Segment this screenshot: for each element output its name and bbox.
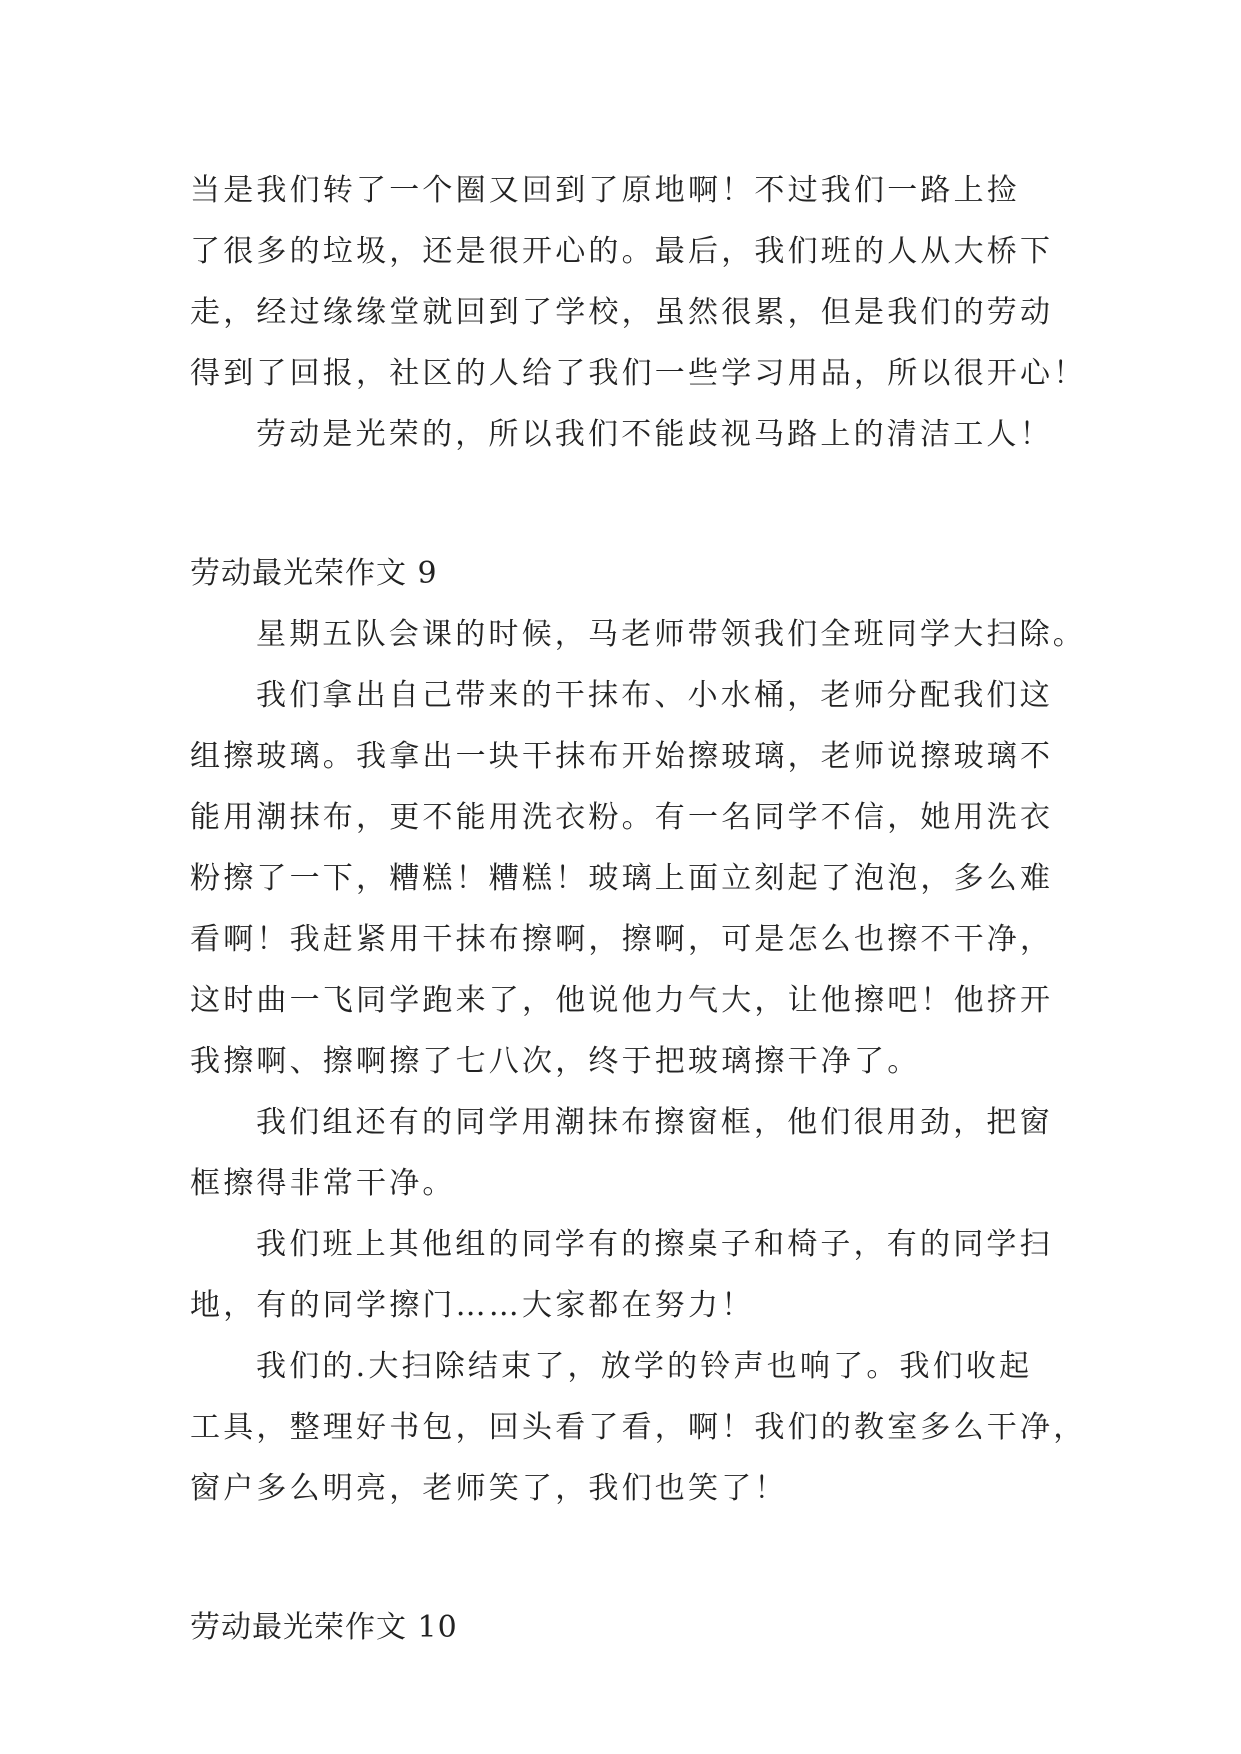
paragraph-line: 得到了回报，社区的人给了我们一些学习用品，所以很开心！ — [190, 356, 1087, 391]
paragraph-line: 组擦玻璃。我拿出一块干抹布开始擦玻璃，老师说擦玻璃不 — [190, 739, 1054, 774]
paragraph-line: 我们组还有的同学用潮抹布擦窗框，他们很用劲，把窗 — [256, 1105, 1053, 1140]
paragraph-line: 看啊！我赶紧用干抹布擦啊，擦啊，可是怎么也擦不干净， — [190, 922, 1054, 957]
essay-title: 劳动最光荣作文 10 — [190, 1610, 458, 1645]
paragraph-line: 这时曲一飞同学跑来了，他说他力气大，让他擦吧！他挤开 — [190, 983, 1054, 1018]
paragraph-line: 我擦啊、擦啊擦了七八次，终于把玻璃擦干净了。 — [190, 1044, 921, 1079]
paragraph-line: 窗户多么明亮，老师笑了，我们也笑了！ — [190, 1471, 788, 1506]
paragraph-line: 我们拿出自己带来的干抹布、小水桶，老师分配我们这 — [256, 678, 1053, 713]
paragraph-line: 工具，整理好书包，回头看了看，啊！我们的教室多么干净， — [190, 1410, 1087, 1445]
paragraph-line: 走，经过缘缘堂就回到了学校，虽然很累，但是我们的劳动 — [190, 295, 1054, 330]
paragraph-line: 了很多的垃圾，还是很开心的。最后，我们班的人从大桥下 — [190, 234, 1054, 269]
paragraph-line: 能用潮抹布，更不能用洗衣粉。有一名同学不信，她用洗衣 — [190, 800, 1054, 835]
paragraph-line: 粉擦了一下，糟糕！糟糕！玻璃上面立刻起了泡泡，多么难 — [190, 861, 1054, 896]
paragraph-line: 地，有的同学擦门……大家都在努力！ — [190, 1288, 755, 1323]
paragraph-line: 星期五队会课的时候，马老师带领我们全班同学大扫除。 — [256, 617, 1086, 652]
paragraph-line: 我们班上其他组的同学有的擦桌子和椅子，有的同学扫 — [256, 1227, 1053, 1262]
essay-10 — [190, 1597, 1070, 1658]
essay-title: 劳动最光荣作文 9 — [190, 556, 438, 591]
essay-continuation — [190, 160, 1087, 465]
paragraph-line: 当是我们转了一个圈又回到了原地啊！不过我们一路上捡 — [190, 173, 1020, 208]
document-page — [190, 160, 1087, 1658]
paragraph-line: 我们的.大扫除结束了，放学的铃声也响了。我们收起 — [256, 1349, 1033, 1384]
paragraph-line: 劳动是光荣的，所以我们不能歧视马路上的清洁工人！ — [256, 417, 1053, 452]
essay-9 — [190, 543, 1087, 1519]
paragraph-line: 框擦得非常干净。 — [190, 1166, 456, 1201]
